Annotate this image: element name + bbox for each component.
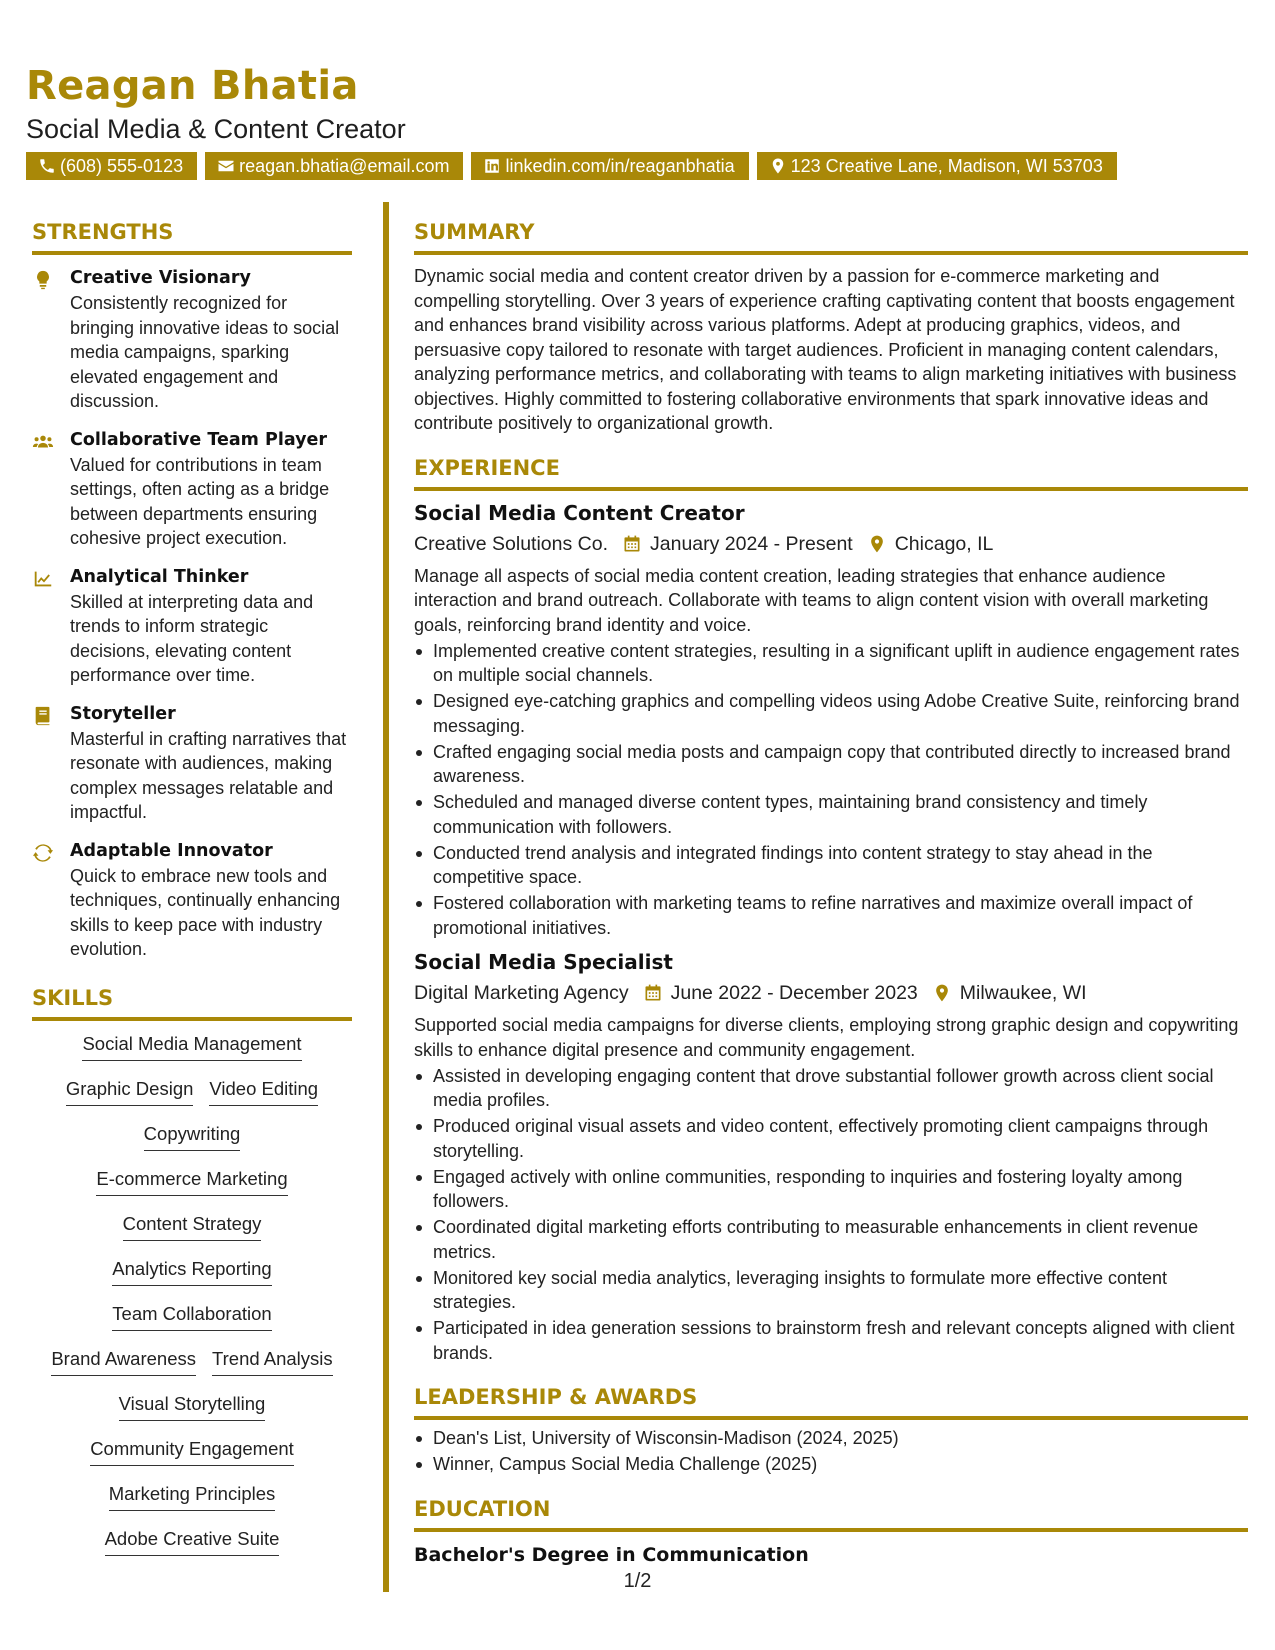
- job-entry: [414, 498, 1248, 941]
- list-item: Winner, Campus Social Media Challenge (2025): [414, 1452, 1248, 1477]
- strength-item: [32, 564, 352, 688]
- page-number: 1/2: [623, 1570, 652, 1592]
- calendar-icon: [643, 983, 663, 1003]
- awards-heading: LEADERSHIP & AWARDS: [414, 1383, 1248, 1420]
- summary-heading: SUMMARY: [414, 218, 1248, 255]
- strength-desc: Consistently recognized for bringing innovative ideas to social media campaigns, sparking elevated engagement and discussion.: [70, 293, 340, 411]
- skill-tag: Copywriting: [144, 1121, 241, 1151]
- lightbulb-icon: [32, 269, 54, 291]
- left-column: [32, 218, 352, 1571]
- list-item: Dean's List, University of Wisconsin-Madison (2024, 2025): [414, 1426, 1248, 1451]
- contact-phone-text: (608) 555-0123: [60, 155, 184, 176]
- phone-icon: [38, 157, 56, 175]
- chart-line-icon: [32, 568, 54, 590]
- right-column: [414, 218, 1248, 1569]
- job-dates: January 2024 - Present: [650, 532, 853, 555]
- skill-tag: Analytics Reporting: [112, 1256, 271, 1286]
- strength-item: [32, 838, 352, 962]
- book-icon: [32, 705, 54, 727]
- job-bullets: [414, 639, 1248, 941]
- skill-tag: Community Engagement: [90, 1436, 294, 1466]
- strength-item: [32, 265, 352, 414]
- strength-desc: Quick to embrace new tools and techniques, continually enhancing skills to keep pace with industry evolution.: [70, 865, 341, 959]
- strength-title: Collaborative Team Player: [70, 429, 328, 450]
- contact-linkedin-text: linkedin.com/in/reaganbhatia: [505, 155, 735, 176]
- list-item: Engaged actively with online communities, responding to inquiries and fostering loyalty among followers.: [414, 1165, 1248, 1214]
- education-degree: Bachelor's Degree in Communication: [414, 1543, 809, 1566]
- list-item: Designed eye-catching graphics and compelling videos using Adobe Creative Suite, reinforcing brand messaging.: [414, 689, 1248, 738]
- skill-tag: Adobe Creative Suite: [105, 1526, 280, 1556]
- job-description: Supported social media campaigns for diverse clients, employing strong graphic design and copywriting skills to enhance digital presence and community engagement.: [414, 1015, 1239, 1060]
- job-bullets: [414, 1064, 1248, 1366]
- job-meta: [414, 529, 1248, 559]
- contact-email-text: reagan.bhatia@email.com: [239, 155, 450, 176]
- skill-tag: E-commerce Marketing: [96, 1166, 287, 1196]
- awards-list: [414, 1426, 1248, 1477]
- education-heading: EDUCATION: [414, 1495, 1248, 1532]
- resume-header: [26, 62, 406, 146]
- map-pin-icon: [867, 534, 887, 554]
- strength-title: Creative Visionary: [70, 268, 251, 288]
- job-entry: [414, 947, 1248, 1365]
- linkedin-icon: [483, 157, 501, 175]
- list-item: Scheduled and managed diverse content types, maintaining brand consistency and timely communication with followers.: [414, 790, 1248, 839]
- list-item: Assisted in developing engaging content that drove substantial follower growth across client social media profiles.: [414, 1064, 1248, 1113]
- strengths-heading: STRENGTHS: [32, 218, 352, 255]
- skill-tag: Content Strategy: [123, 1211, 262, 1241]
- list-item: Crafted engaging social media posts and campaign copy that contributed directly to increased brand awareness.: [414, 740, 1248, 789]
- skill-tag: Brand Awareness: [51, 1346, 196, 1376]
- calendar-icon: [622, 534, 642, 554]
- contact-address: [757, 152, 1117, 180]
- strength-desc: Valued for contributions in team settings, often acting as a bridge between departments ensuring cohesive project execution.: [70, 454, 330, 548]
- skill-tag: Marketing Principles: [109, 1481, 276, 1511]
- contact-linkedin[interactable]: [471, 152, 748, 180]
- envelope-icon: [217, 157, 235, 175]
- sync-icon: [32, 842, 54, 864]
- users-icon: [32, 431, 54, 453]
- map-pin-icon: [769, 157, 787, 175]
- experience-heading: EXPERIENCE: [414, 454, 1248, 491]
- contact-address-text: 123 Creative Lane, Madison, WI 53703: [790, 155, 1103, 176]
- skill-tag: Visual Storytelling: [119, 1391, 266, 1421]
- candidate-title: Social Media & Content Creator: [26, 114, 406, 144]
- column-divider: [383, 202, 389, 1592]
- job-location: Milwaukee, WI: [959, 982, 1087, 1004]
- skill-tag: Social Media Management: [82, 1031, 301, 1061]
- skill-tag: Video Editing: [209, 1076, 318, 1106]
- strength-title: Analytical Thinker: [70, 566, 249, 587]
- job-location: Chicago, IL: [894, 532, 994, 555]
- list-item: Conducted trend analysis and integrated findings into content strategy to stay ahead in the competitive space.: [414, 841, 1248, 890]
- list-item: Coordinated digital marketing efforts contributing to measurable enhancements in client revenue metrics.: [414, 1215, 1248, 1264]
- job-description: Manage all aspects of social media content creation, leading strategies that enhance audience interaction and brand outreach. Collaborate with teams to align content vision with overall marketing goals, reinforcing brand identity and voice.: [414, 565, 1209, 635]
- job-company: Creative Solutions Co.: [414, 532, 609, 555]
- job-title: Social Media Specialist: [414, 950, 673, 974]
- contact-email[interactable]: [205, 152, 463, 180]
- strength-desc: Skilled at interpreting data and trends to inform strategic decisions, elevating content performance over time.: [70, 591, 314, 685]
- list-item: Fostered collaboration with marketing teams to refine narratives and maximize overall impact of promotional initiatives.: [414, 891, 1248, 940]
- strength-desc: Masterful in crafting narratives that resonate with audiences, making complex messages relatable and impactful.: [70, 728, 347, 822]
- skill-tag: Trend Analysis: [212, 1346, 333, 1376]
- job-title: Social Media Content Creator: [414, 500, 745, 525]
- skill-tag: Team Collaboration: [112, 1301, 271, 1331]
- candidate-name: Reagan Bhatia: [26, 63, 359, 109]
- summary-text: Dynamic social media and content creator driven by a passion for e-commerce marketing and compelling storytelling. Over 3 years of experience crafting captivating content that boosts engagement and enhances brand visibility across various platforms. Adept at producing graphics, videos, and persuasive copy tailored to resonate with target audiences. Proficient in managing content calendars, analyzing performance metrics, and collaborating with teams to align marketing initiatives with business objectives. Highly committed to fostering collaborative environments that spark innovative ideas and contribute positively to organizational growth.: [414, 266, 1237, 433]
- strength-title: Adaptable Innovator: [70, 840, 273, 861]
- job-dates: June 2022 - December 2023: [670, 982, 918, 1004]
- strength-item: [32, 701, 352, 825]
- job-meta: [414, 978, 1248, 1008]
- skill-tag: Graphic Design: [66, 1076, 194, 1106]
- list-item: Produced original visual assets and video content, effectively promoting client campaigns through storytelling.: [414, 1114, 1248, 1163]
- skills-list: [32, 1031, 352, 1571]
- skills-heading: SKILLS: [32, 984, 352, 1021]
- list-item: Monitored key social media analytics, leveraging insights to formulate more effective content strategies.: [414, 1266, 1248, 1315]
- map-pin-icon: [932, 983, 952, 1003]
- contact-bar: [26, 152, 1117, 180]
- list-item: Participated in idea generation sessions to brainstorm fresh and relevant concepts aligned with client brands.: [414, 1316, 1248, 1365]
- strength-title: Storyteller: [70, 703, 176, 724]
- strengths-list: [32, 265, 352, 962]
- strength-item: [32, 427, 352, 551]
- job-company: Digital Marketing Agency: [414, 982, 629, 1004]
- contact-phone[interactable]: [26, 152, 197, 180]
- list-item: Implemented creative content strategies, resulting in a significant uplift in audience engagement rates on multiple social channels.: [414, 639, 1248, 688]
